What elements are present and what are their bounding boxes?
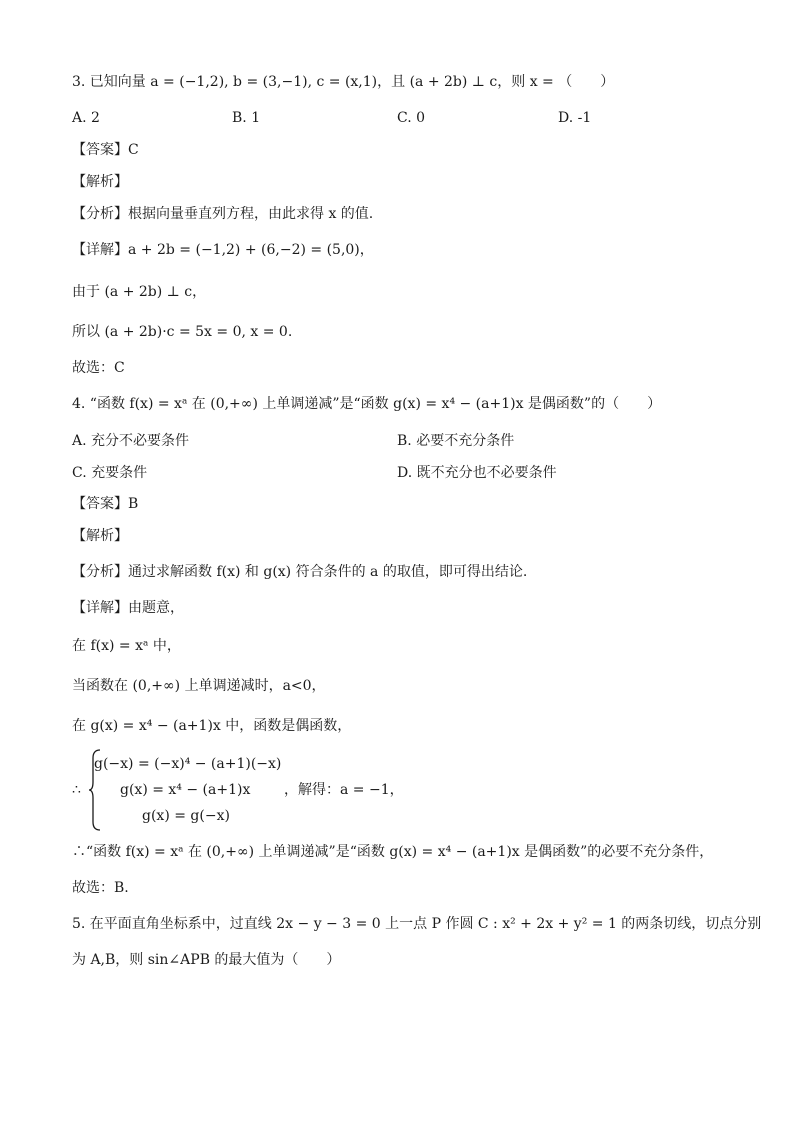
q3-option-c: C. 0	[397, 110, 426, 126]
q3-detail-3: 所以 (a + 2b)·c = 5x = 0, x = 0.	[72, 324, 293, 340]
equation-system	[72, 748, 472, 832]
q4-detail-1: 【详解】由题意，	[72, 600, 184, 616]
q3-answer: 【答案】C	[72, 142, 139, 158]
q4-choice: 故选：B.	[72, 880, 129, 896]
q4-analysis-heading: 【解析】	[72, 528, 128, 544]
q4-analysis: 【分析】通过求解函数 f(x) 和 g(x) 符合条件的 a 的取值，即可得出结论.	[72, 564, 528, 580]
therefore-symbol: ∴	[72, 782, 81, 798]
equation-2: g(x) = x⁴ − (a+1)x	[120, 782, 251, 798]
q3-analysis: 【分析】根据向量垂直列方程，由此求得 x 的值.	[72, 206, 374, 222]
q4-conclusion: ∴“函数 f(x) = xᵃ 在 (0,+∞) 上单调递减”是“函数 g(x) = x⁴ − (a+1)x 是偶函数”的必要不充分条件，	[72, 844, 714, 860]
q3-stem: 3. 已知向量 a = (−1,2), b = (3,−1), c = (x,1)，且 (a + 2b) ⊥ c，则 x = （ ）	[72, 74, 615, 90]
q4-option-c: C. 充要条件	[72, 465, 148, 481]
q4-stem: 4. “函数 f(x) = xᵃ 在 (0,+∞) 上单调递减”是“函数 g(x) = x⁴ − (a+1)x 是偶函数”的（ ）	[72, 396, 662, 412]
q4-detail-3: 当函数在 (0,+∞) 上单调递减时，a<0，	[72, 678, 326, 694]
q4-option-a: A. 充分不必要条件	[72, 433, 190, 449]
q3-choice: 故选：C	[72, 360, 125, 376]
solve-result: ，解得：a = −1，	[284, 782, 404, 798]
q3-option-d: D. -1	[558, 110, 592, 126]
q4-option-d: D. 既不充分也不必要条件	[397, 465, 557, 481]
q3-option-b: B. 1	[232, 110, 261, 126]
q4-option-b: B. 必要不充分条件	[397, 433, 515, 449]
q3-detail-2: 由于 (a + 2b) ⊥ c，	[72, 284, 207, 300]
equation-1: g(−x) = (−x)⁴ − (a+1)(−x)	[94, 756, 282, 772]
equation-3: g(x) = g(−x)	[142, 808, 230, 824]
q3-option-a: A. 2	[72, 110, 100, 126]
q4-detail-4: 在 g(x) = x⁴ − (a+1)x 中，函数是偶函数，	[72, 718, 352, 734]
q5-stem-2: 为 A,B，则 sin∠APB 的最大值为（ ）	[72, 952, 341, 968]
q4-answer: 【答案】B	[72, 496, 139, 512]
q3-detail-1: 【详解】a + 2b = (−1,2) + (6,−2) = (5,0)，	[72, 242, 374, 258]
q5-stem-1: 5. 在平面直角坐标系中，过直线 2x − y − 3 = 0 上一点 P 作圆 C : x² + 2x + y² = 1 的两条切线，切点分别	[72, 916, 762, 932]
q4-detail-2: 在 f(x) = xᵃ 中，	[72, 638, 181, 654]
q3-analysis-heading: 【解析】	[72, 174, 128, 190]
